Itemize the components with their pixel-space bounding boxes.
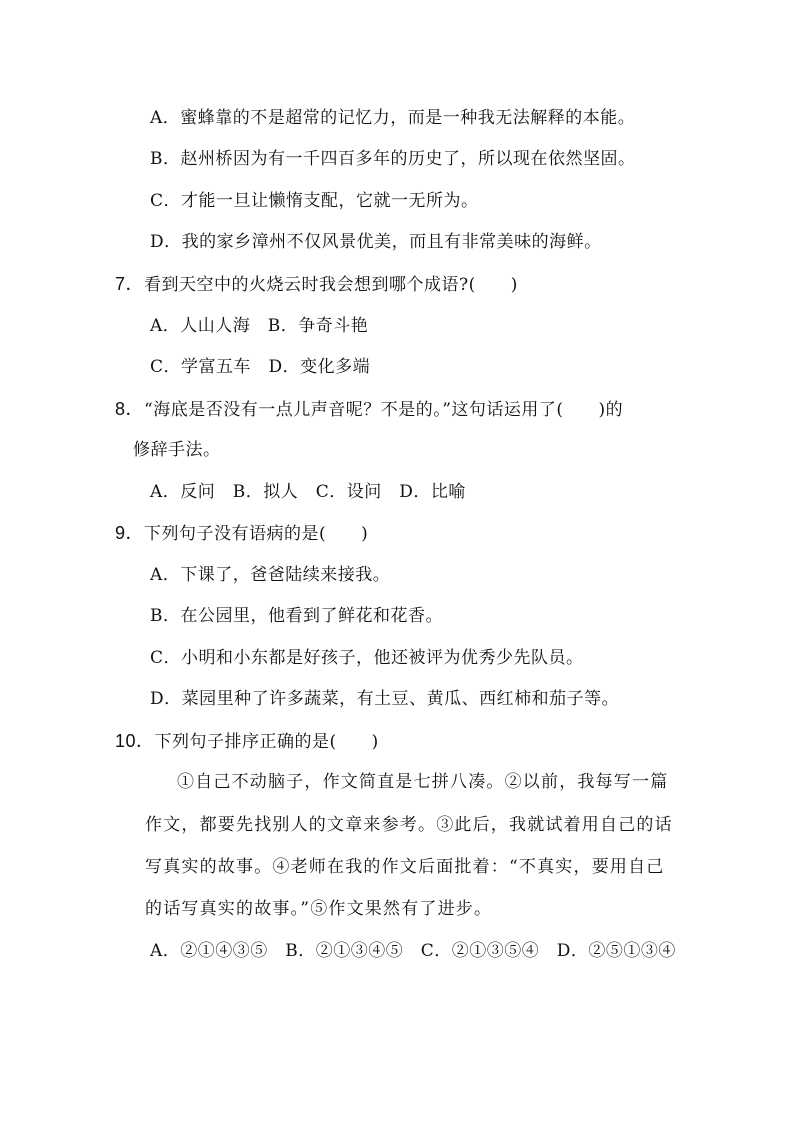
q8-options: A．反问 B．拟人 C．设问 D．比喻 (150, 482, 466, 502)
question-number: 10． (115, 731, 155, 751)
question-7 (115, 274, 518, 295)
question-stem: 看到天空中的火烧云时我会想到哪个成语?( ) (144, 275, 518, 295)
question-number: 8． (115, 399, 145, 419)
q6-option-b: B．赵州桥因为有一千四百多年的历史了，所以现在依然坚固。 (150, 149, 636, 169)
question-9 (115, 523, 368, 544)
q10-passage-line-1: ①自己不动脑子，作文简直是七拼八凑。②以前，我每写一篇 (177, 772, 669, 792)
q10-passage-line-4: 的话写真实的故事。”⑤作文果然有了进步。 (145, 899, 493, 919)
question-number: 9． (115, 523, 145, 543)
q10-options: A．②①④③⑤ B．②①③④⑤ C．②①③⑤④ D．②⑤①③④ (150, 941, 676, 961)
q7-options-line-2: C．学富五车 D．变化多端 (150, 357, 371, 377)
question-number: 7． (115, 274, 145, 294)
q9-option-d: D．菜园里种了许多蔬菜，有土豆、黄瓜、西红柿和茄子等。 (150, 689, 620, 709)
question-8-stem-continued: 修辞手法。 (133, 440, 221, 460)
question-stem: 下列句子排序正确的是( ) (154, 732, 379, 752)
question-stem: 下列句子没有语病的是( ) (144, 524, 369, 544)
q10-passage-line-3: 写真实的故事。④老师在我的作文后面批着：“不真实，要用自己 (145, 857, 665, 877)
q6-option-a: A．蜜蜂靠的不是超常的记忆力，而是一种我无法解释的本能。 (150, 108, 636, 128)
q7-options-line-1: A．人山人海 B．争奇斗艳 (150, 316, 369, 336)
q6-option-c: C．才能一旦让懒惰支配，它就一无所为。 (150, 191, 479, 211)
question-10 (115, 731, 379, 752)
question-8 (115, 399, 623, 420)
q9-option-b: B．在公园里，他看到了鲜花和花香。 (150, 606, 443, 626)
q9-option-c: C．小明和小东都是好孩子，他还被评为优秀少先队员。 (150, 648, 584, 668)
q10-passage-line-2: 作文，都要先找别人的文章来参考。③此后，我就试着用自己的话 (145, 815, 673, 835)
q9-option-a: A．下课了，爸爸陆续来接我。 (150, 565, 391, 585)
q6-option-d: D．我的家乡漳州不仅风景优美，而且有非常美味的海鲜。 (150, 232, 602, 252)
question-stem: “海底是否没有一点儿声音呢？不是的。”这句话运用了( )的 (144, 400, 624, 420)
